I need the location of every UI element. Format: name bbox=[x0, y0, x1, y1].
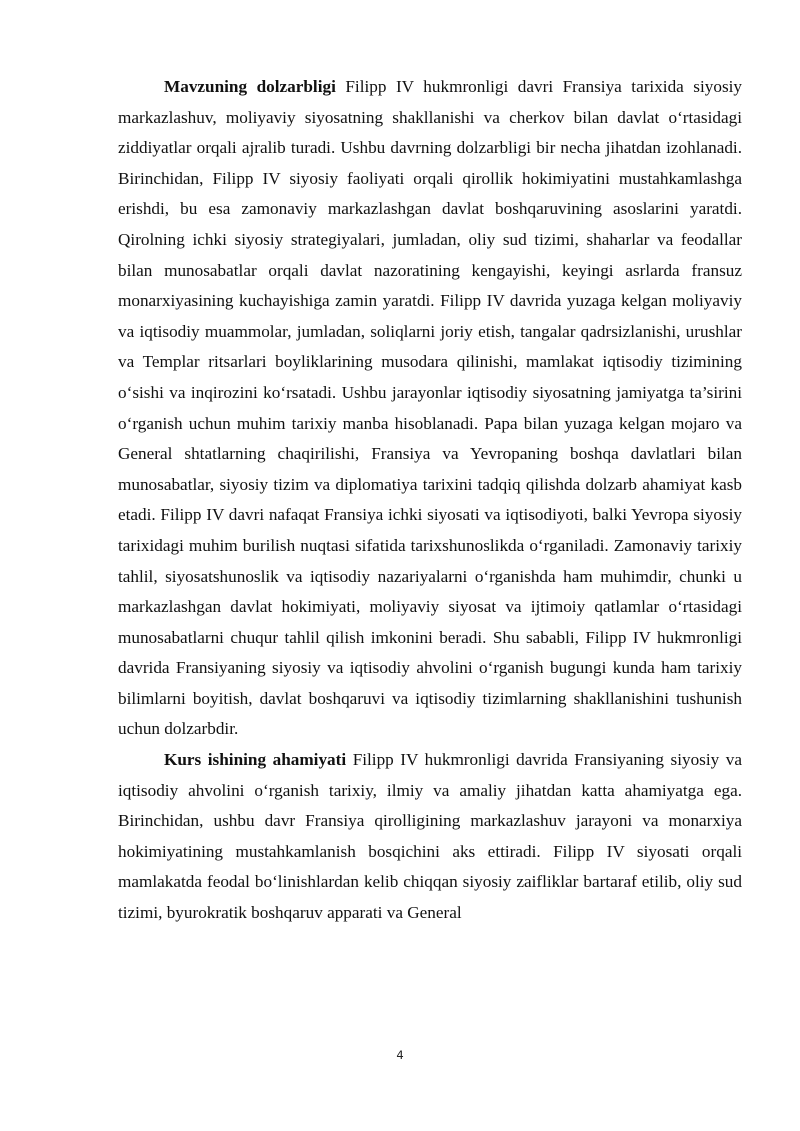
paragraph-relevance-text: Filipp IV hukmronligi davri Fransiya tarixida siyosiy markazlashuv, moliyaviy siyosatning shakllanishi va cherkov bilan davlat o‘rtasidagi ziddiyatlar orqali ajralib turadi. Ushbu davrning dolzarbligi bir necha jihatdan izohlanadi. Birinchidan, Filipp IV siyosiy faoliyati orqali qirollik hokimiyatini mustahkamlashga erishdi, bu esa zamonaviy markazlashgan davlat boshqaruvining asoslarini yaratdi. Qirolning ichki siyosiy strategiyalari, jumladan, oliy sud tizimi, shaharlar va feodallar bilan munosabatlar orqali davlat nazoratining kengayishi, keyingi asrlarda fransuz monarxiyasining kuchayishiga zamin yaratdi. Filipp IV davrida yuzaga kelgan moliyaviy va iqtisodiy muammolar, jumladan, soliqlarni joriy etish, tangalar qadrsizlanishi, urushlar va Templar ritsarlari boyliklarining musodara qilinishi, mamlakat iqtisodiy tizimining o‘sishi va inqirozini ko‘rsatadi. Ushbu jarayonlar iqtisodiy siyosatning jamiyatga ta’sirini o‘rganish uchun muhim tarixiy manba hisoblanadi. Papa bilan yuzaga kelgan mojaro va General shtatlarning chaqirilishi, Fransiya va Yevropaning boshqa davlatlari bilan munosabatlar, siyosiy tizim va diplomatiya tarixini tadqiq qilishda dolzarb ahamiyat kasb etadi. Filipp IV davri nafaqat Fransiya ichki siyosati va iqtisodiyoti, balki Yevropa siyosiy tarixidagi muhim burilish nuqtasi sifatida tarixshunoslikda o‘rganiladi. Zamonaviy tarixiy tahlil, siyosatshunoslik va iqtisodiy nazariyalarni o‘rganishda ham muhimdir, chunki u markazlashgan davlat hokimiyati, moliyaviy siyosat va ijtimoiy qatlamlar o‘rtasidagi munosabatlarni chuqur tahlil qilish imkonini beradi. Shu sababli, Filipp IV hukmronligi davrida Fransiyaning siyosiy va iqtisodiy ahvolini o‘rganish bugungi kunda ham tarixiy bilimlarni boyitish, davlat boshqaruvi va iqtisodiy tizimlarning shakllanishini tushunish uchun dolzarbdir. bbox=[118, 77, 743, 739]
page-number: 4 bbox=[396, 1048, 404, 1062]
paragraph-significance bbox=[118, 745, 742, 929]
heading-relevance: Mavzuning dolzarbligi bbox=[164, 77, 336, 96]
paragraph-significance-text: Filipp IV hukmronligi davrida Fransiyaning siyosiy va iqtisodiy ahvolini o‘rganish tarixiy, ilmiy va amaliy jihatdan katta ahamiyatga ega. Birinchidan, ushbu davr Fransiya qirolligining markazlashuv jarayoni va monarxiya hokimiyatining mustahkamlanish bosqichini aks ettiradi. Filipp IV siyosati orqali mamlakatda feodal bo‘linishlardan kelib chiqqan siyosiy zaifliklar bartaraf etilib, oliy sud tizimi, byurokratik boshqaruv apparati va General bbox=[118, 750, 743, 923]
paragraph-relevance bbox=[118, 72, 742, 745]
document-page bbox=[118, 72, 742, 929]
heading-significance: Kurs ishining ahamiyati bbox=[164, 750, 347, 770]
